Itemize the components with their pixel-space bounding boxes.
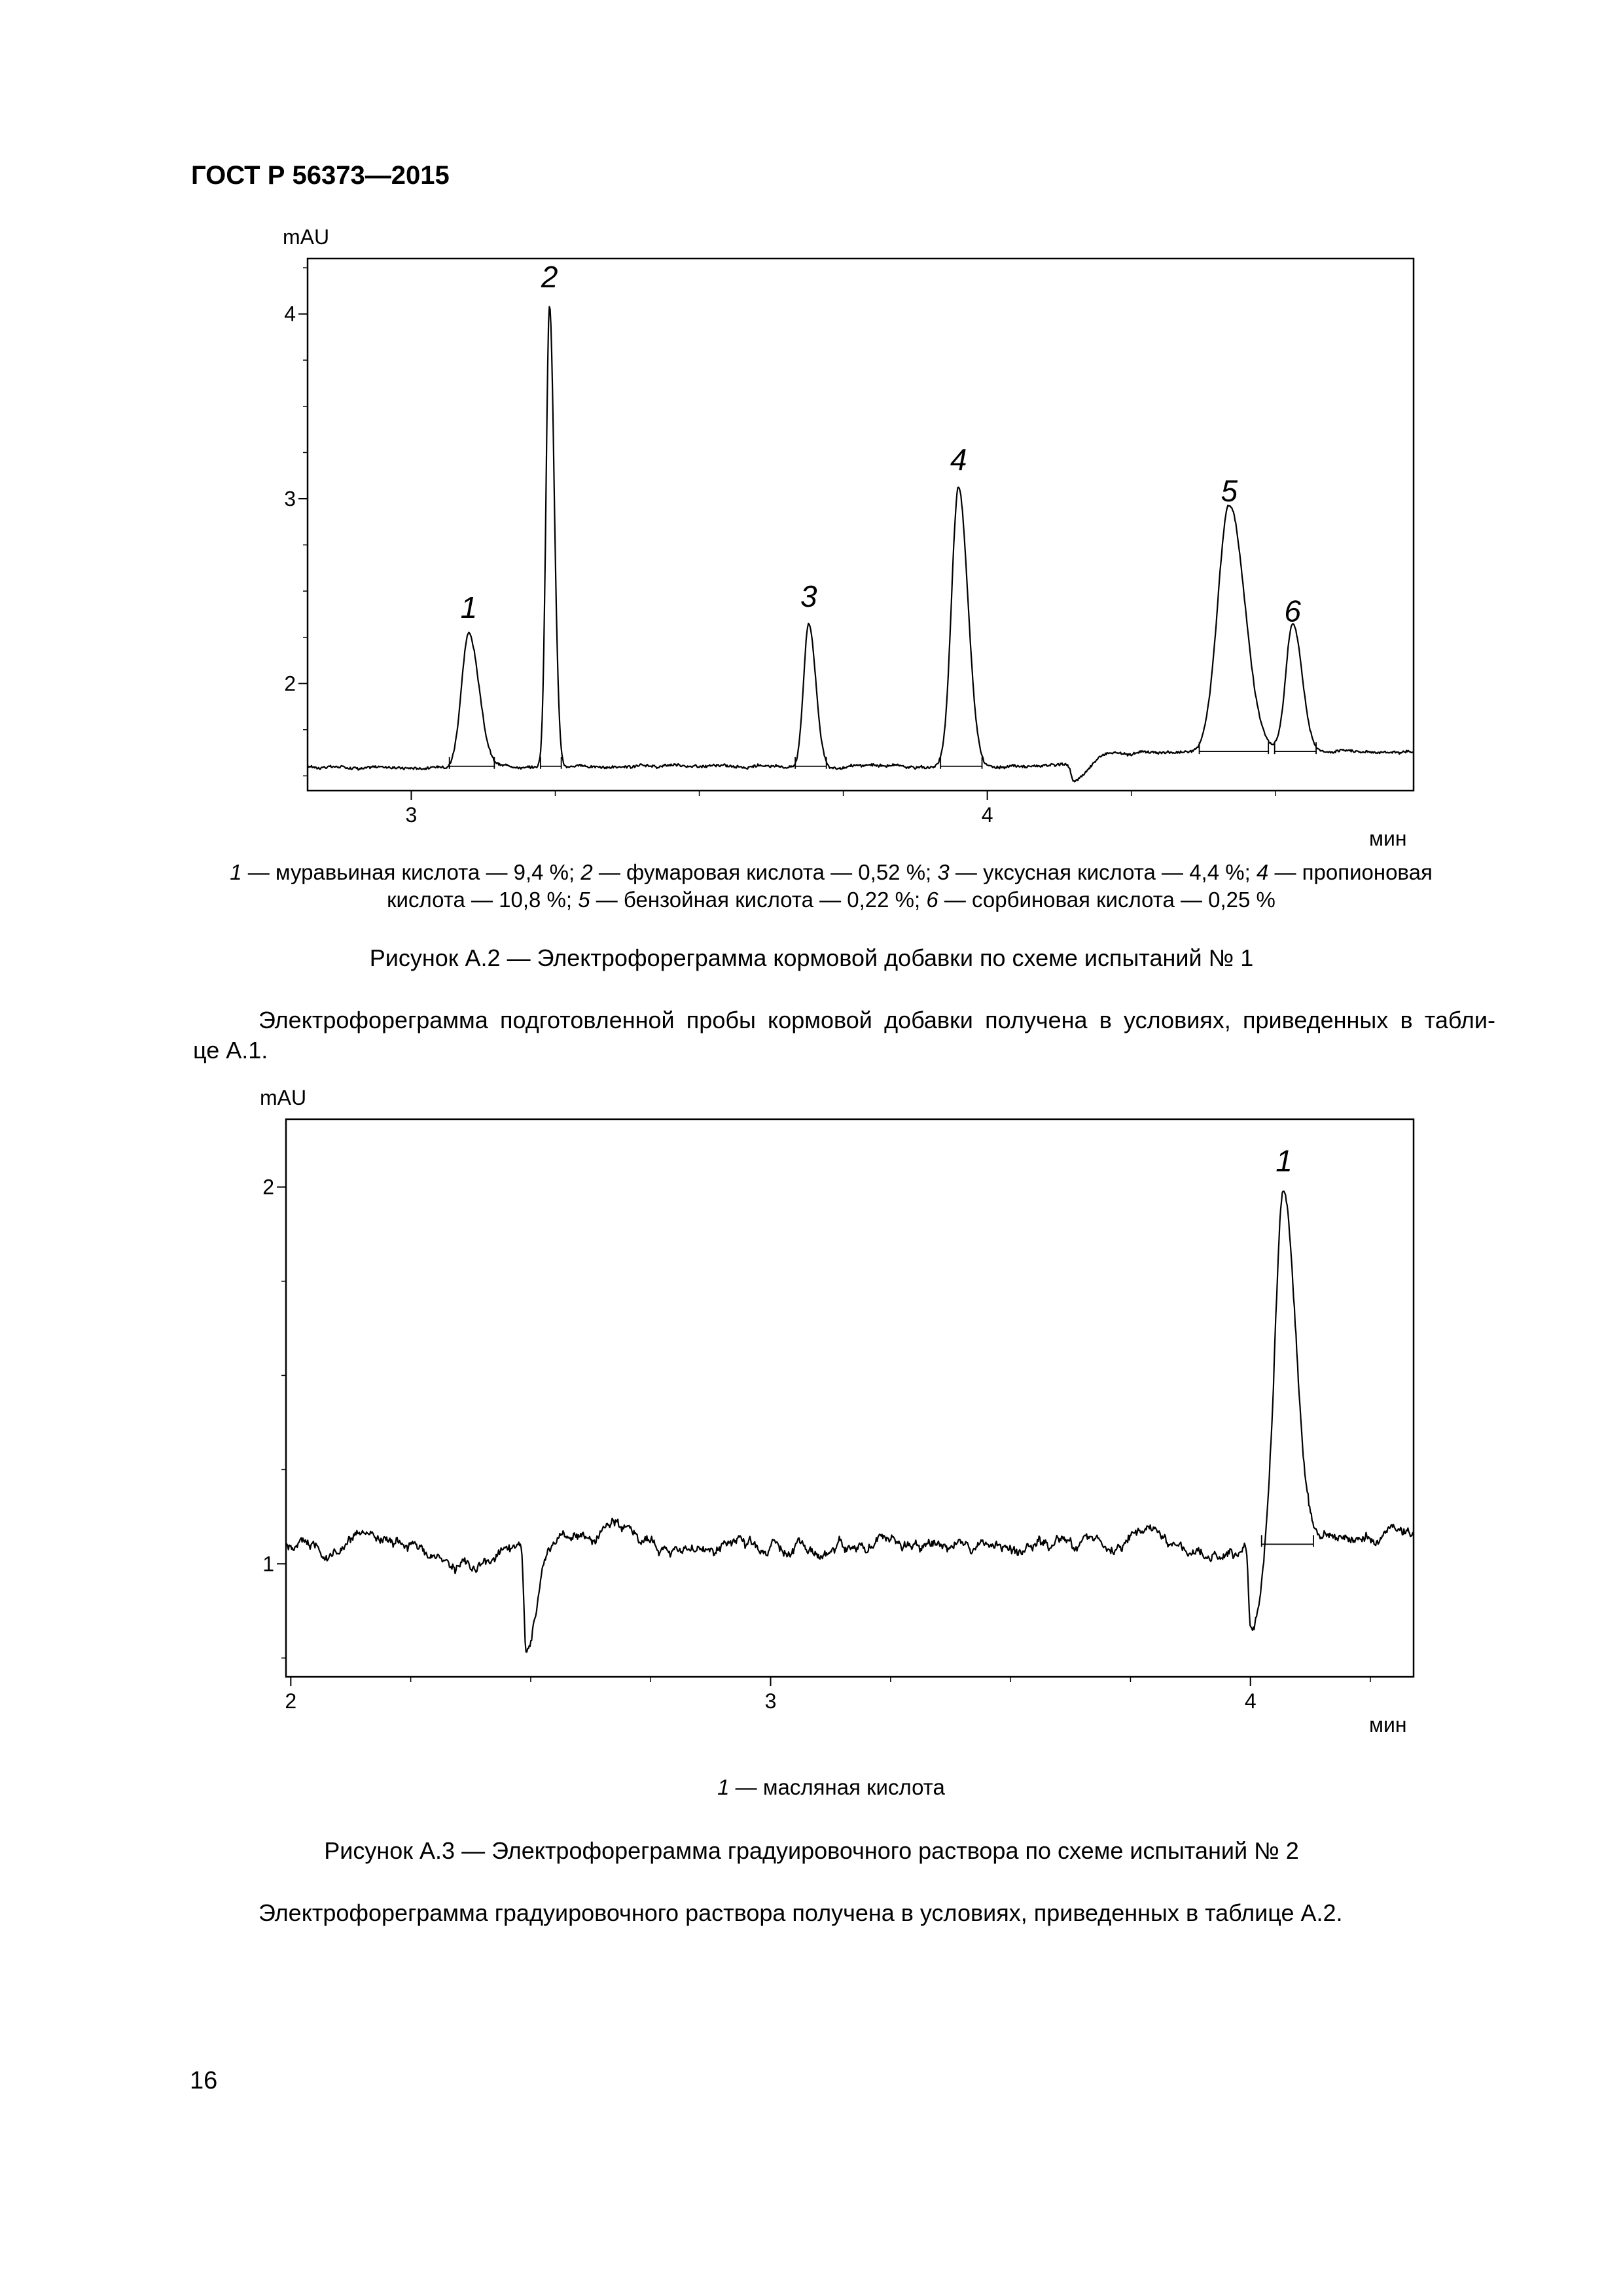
y-axis-label: mAU (260, 1086, 307, 1109)
y-tick-label: 1 (262, 1552, 274, 1576)
legend-number: 1 (230, 860, 242, 884)
legend-text: — масляная кислота (729, 1775, 945, 1799)
peak-label: 1 (1275, 1143, 1293, 1178)
y-tick-label: 2 (262, 1175, 274, 1199)
x-axis-label: мин (1369, 827, 1407, 850)
page-number: 16 (190, 2067, 218, 2094)
y-axis-label: mAU (283, 225, 330, 249)
peak-label: 6 (1284, 594, 1301, 628)
peak-label: 2 (541, 259, 558, 294)
paragraph-1-line-2: це А.1. (193, 1037, 268, 1064)
x-axis-label: мин (1369, 1713, 1407, 1736)
paragraph-2: Электрофореграмма градуировочного раствора получена в условиях, приведенных в таблице А.2. (259, 1899, 1343, 1926)
legend-text: — пропионовая (1268, 860, 1433, 884)
legend-number: 6 (926, 888, 938, 912)
legend-text: — сорбиновая кислота — 0,25 % (938, 888, 1275, 912)
y-tick-label: 3 (284, 486, 296, 511)
legend-text: — фумаровая кислота — 0,52 %; (592, 860, 938, 884)
legend-number: 3 (937, 860, 950, 884)
x-tick-label: 4 (1244, 1689, 1257, 1713)
x-tick-label: 2 (285, 1689, 297, 1713)
legend-line (196, 1774, 1466, 1801)
legend-number: 2 (580, 860, 593, 884)
y-tick-label: 4 (284, 302, 296, 326)
signal-trace (286, 1191, 1414, 1652)
peak-label: 5 (1221, 474, 1238, 509)
peak-label: 3 (800, 579, 817, 614)
x-tick-label: 3 (405, 803, 418, 827)
legend-text: кислота — 10,8 %; (387, 888, 579, 912)
legend-number: 5 (578, 888, 590, 912)
legend-text: — уксусная кислота — 4,4 %; (949, 860, 1257, 884)
legend-number: 4 (1256, 860, 1269, 884)
legend-text: — муравьиная кислота — 9,4 %; (241, 860, 581, 884)
paragraph-1-line-1: Электрофореграмма подготовленной пробы кормовой добавки получена в условиях, приведенных в табли- (259, 1007, 1495, 1033)
x-tick-label: 4 (981, 803, 993, 827)
figure-a3-caption: Рисунок А.3 — Электрофореграмма градуировочного раствора по схеме испытаний № 2 (324, 1837, 1299, 1864)
peak-label: 1 (460, 590, 478, 625)
peak-label: 4 (950, 442, 967, 477)
plot-frame (286, 1119, 1414, 1677)
legend-text: — бензойная кислота — 0,22 %; (590, 888, 927, 912)
document-header: ГОСТ Р 56373—2015 (191, 161, 450, 190)
figure-a3-legend (196, 1774, 1466, 1801)
legend-number: 1 (717, 1775, 730, 1799)
y-tick-label: 2 (284, 672, 296, 696)
x-tick-label: 3 (764, 1689, 777, 1713)
figure-a2-caption: Рисунок А.2 — Электрофореграмма кормовой добавки по схеме испытаний № 1 (369, 944, 1254, 971)
